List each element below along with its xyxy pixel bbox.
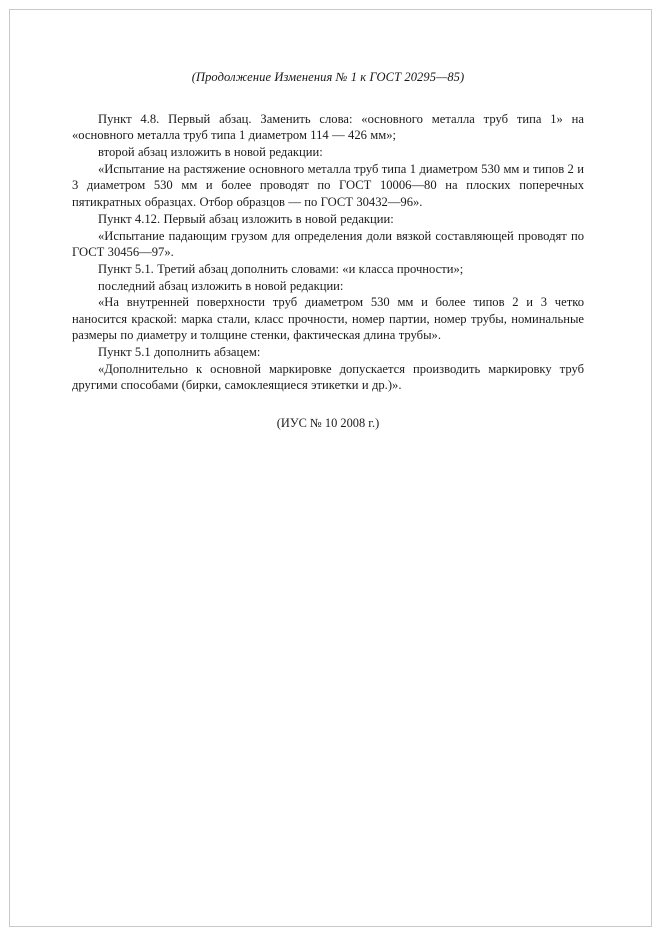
paragraph-4: Пункт 4.12. Первый абзац изложить в новой редакции:	[98, 211, 394, 226]
paragraph-2: второй абзац изложить в новой редакции:	[98, 145, 323, 160]
paragraph-3: «Испытание на растяжение основного металла труб типа 1 диаметром 530 мм и типов 2 и 3 диаметром 530 мм и более проводят по ГОСТ 10006—80 на плоских поперечных пятикратных образцах. Отбор образцов — по ГОСТ 30432—96».	[72, 162, 584, 209]
document-header: (Продолжение Изменения № 1 к ГОСТ 20295—85)	[191, 70, 465, 84]
paragraph-9: Пункт 5.1 дополнить абзацем:	[98, 345, 261, 360]
document-footer: (ИУС № 10 2008 г.)	[276, 415, 380, 430]
paragraph-5: «Испытание падающим грузом для определения доли вязкой составляющей проводят по ГОСТ 30456—97».	[72, 228, 584, 259]
paragraph-1: Пункт 4.8. Первый абзац. Заменить слова: «основного металла труб типа 1» на «основного металла труб типа 1 диаметром 114 — 426 мм»;	[72, 112, 584, 143]
paragraph-10: «Дополнительно к основной маркировке допускается производить маркировку труб другими способами (бирки, самоклеящиеся этикетки и др.)».	[72, 361, 584, 393]
paragraph-6: Пункт 5.1. Третий абзац дополнить словами: «и класса прочности»;	[98, 261, 464, 276]
paragraph-7: последний абзац изложить в новой редакции:	[98, 278, 344, 293]
document-content	[72, 70, 584, 431]
paragraph-8: «На внутренней поверхности труб диаметром 530 мм и более типов 2 и 3 четко наносится краской: марка стали, класс прочности, номер партии, номер трубы, номинальные размеры по диаметру и толщине стенки, фактическая длина трубы».	[72, 295, 584, 343]
